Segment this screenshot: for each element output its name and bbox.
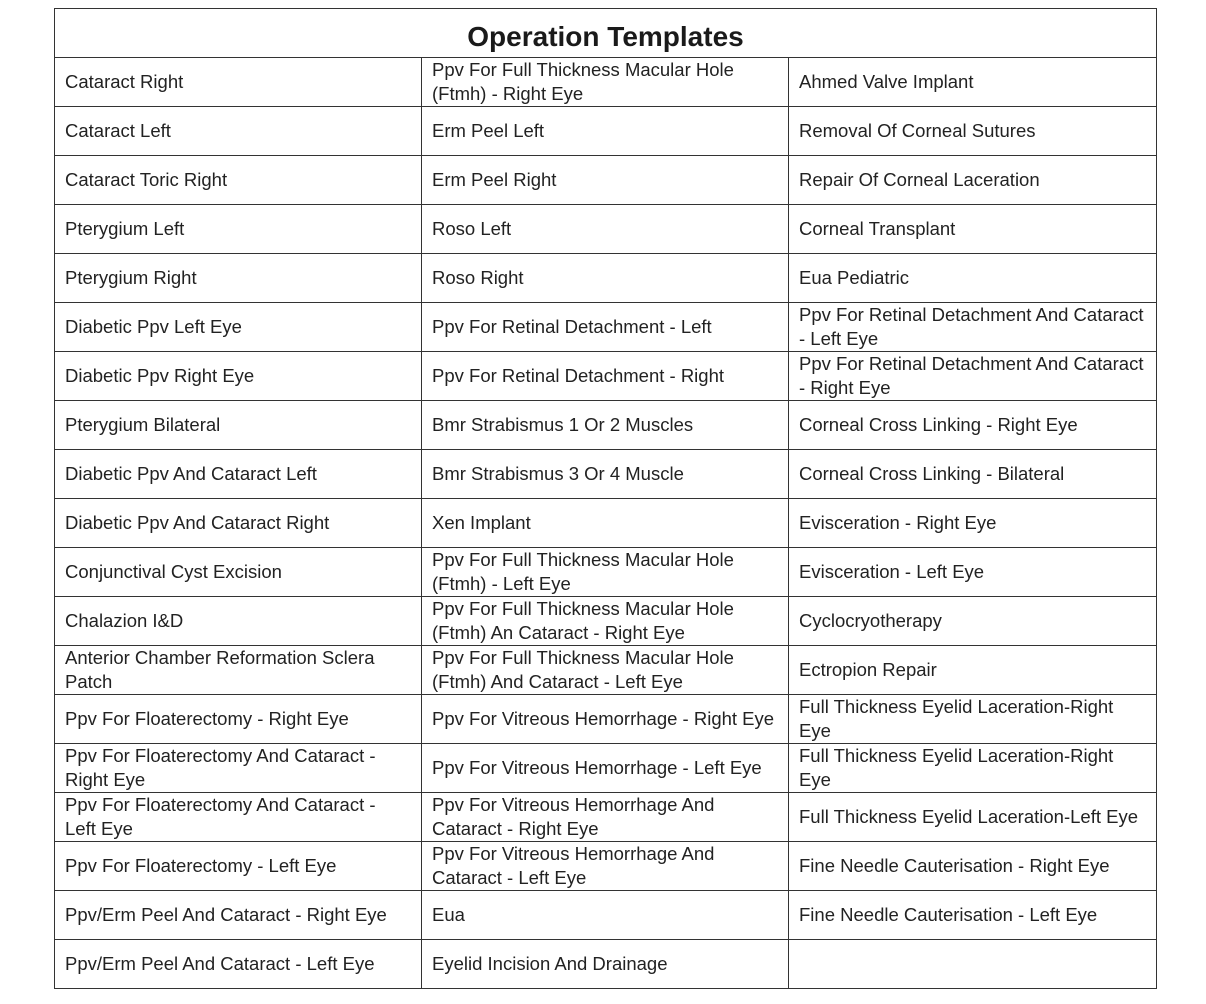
template-cell: Erm Peel Left [422, 107, 789, 156]
template-cell: Cataract Toric Right [55, 156, 422, 205]
template-cell: Diabetic Ppv Right Eye [55, 352, 422, 401]
table-row [55, 303, 1157, 352]
template-cell: Repair Of Corneal Laceration [789, 156, 1157, 205]
template-cell: Ppv For Full Thickness Macular Hole (Ftmh) And Cataract - Left Eye [422, 646, 789, 695]
template-cell: Ppv For Vitreous Hemorrhage And Cataract - Left Eye [422, 842, 789, 891]
template-cell: Ppv For Full Thickness Macular Hole (Ftmh) - Right Eye [422, 58, 789, 107]
table-row [55, 107, 1157, 156]
table-row [55, 401, 1157, 450]
table-row [55, 842, 1157, 891]
template-cell: Ppv For Floaterectomy - Right Eye [55, 695, 422, 744]
template-cell: Cataract Right [55, 58, 422, 107]
table-row [55, 744, 1157, 793]
table-row [55, 499, 1157, 548]
template-cell: Roso Right [422, 254, 789, 303]
template-cell: Xen Implant [422, 499, 789, 548]
operation-templates-table [54, 8, 1157, 989]
template-cell: Conjunctival Cyst Excision [55, 548, 422, 597]
template-cell: Bmr Strabismus 1 Or 2 Muscles [422, 401, 789, 450]
template-cell: Ppv For Vitreous Hemorrhage And Cataract - Right Eye [422, 793, 789, 842]
template-cell: Ppv For Floaterectomy And Cataract - Left Eye [55, 793, 422, 842]
template-cell: Pterygium Left [55, 205, 422, 254]
template-cell: Fine Needle Cauterisation - Right Eye [789, 842, 1157, 891]
template-cell: Ppv For Floaterectomy - Left Eye [55, 842, 422, 891]
template-cell: Chalazion I&D [55, 597, 422, 646]
template-cell: Diabetic Ppv And Cataract Left [55, 450, 422, 499]
table-row [55, 695, 1157, 744]
template-cell: Full Thickness Eyelid Laceration-Left Eye [789, 793, 1157, 842]
template-cell: Fine Needle Cauterisation - Left Eye [789, 891, 1157, 940]
template-cell: Cataract Left [55, 107, 422, 156]
template-cell: Corneal Transplant [789, 205, 1157, 254]
template-cell: Full Thickness Eyelid Laceration-Right Eye [789, 744, 1157, 793]
template-rows [55, 58, 1157, 989]
template-cell: Ppv For Full Thickness Macular Hole (Ftmh) - Left Eye [422, 548, 789, 597]
template-cell: Ectropion Repair [789, 646, 1157, 695]
template-cell: Ppv For Retinal Detachment And Cataract - Right Eye [789, 352, 1157, 401]
template-cell: Cyclocryotherapy [789, 597, 1157, 646]
template-cell: Diabetic Ppv And Cataract Right [55, 499, 422, 548]
table-row [55, 254, 1157, 303]
template-cell: Corneal Cross Linking - Bilateral [789, 450, 1157, 499]
template-cell: Evisceration - Left Eye [789, 548, 1157, 597]
template-cell: Diabetic Ppv Left Eye [55, 303, 422, 352]
table-row [55, 58, 1157, 107]
template-cell: Erm Peel Right [422, 156, 789, 205]
template-cell: Eua Pediatric [789, 254, 1157, 303]
template-cell: Ahmed Valve Implant [789, 58, 1157, 107]
table-row [55, 940, 1157, 989]
template-cell: Ppv For Full Thickness Macular Hole (Ftmh) An Cataract - Right Eye [422, 597, 789, 646]
template-cell: Evisceration - Right Eye [789, 499, 1157, 548]
template-cell: Ppv/Erm Peel And Cataract - Left Eye [55, 940, 422, 989]
title-row [55, 9, 1157, 58]
table-row [55, 156, 1157, 205]
table-row [55, 646, 1157, 695]
template-cell: Pterygium Bilateral [55, 401, 422, 450]
template-cell: Anterior Chamber Reformation Sclera Patch [55, 646, 422, 695]
table-row [55, 352, 1157, 401]
template-cell: Eua [422, 891, 789, 940]
template-cell: Ppv For Vitreous Hemorrhage - Right Eye [422, 695, 789, 744]
template-cell: Ppv For Floaterectomy And Cataract - Right Eye [55, 744, 422, 793]
template-cell: Roso Left [422, 205, 789, 254]
template-cell [789, 940, 1157, 989]
table-row [55, 891, 1157, 940]
template-cell: Ppv For Retinal Detachment - Left [422, 303, 789, 352]
table-row [55, 450, 1157, 499]
table-row [55, 597, 1157, 646]
table-row [55, 548, 1157, 597]
template-cell: Ppv For Retinal Detachment And Cataract - Left Eye [789, 303, 1157, 352]
template-cell: Ppv For Retinal Detachment - Right [422, 352, 789, 401]
template-cell: Ppv For Vitreous Hemorrhage - Left Eye [422, 744, 789, 793]
template-cell: Bmr Strabismus 3 Or 4 Muscle [422, 450, 789, 499]
template-cell: Pterygium Right [55, 254, 422, 303]
table-row [55, 205, 1157, 254]
table-row [55, 793, 1157, 842]
template-cell: Corneal Cross Linking - Right Eye [789, 401, 1157, 450]
template-cell: Eyelid Incision And Drainage [422, 940, 789, 989]
template-cell: Ppv/Erm Peel And Cataract - Right Eye [55, 891, 422, 940]
table-title: Operation Templates [55, 9, 1157, 58]
template-cell: Removal Of Corneal Sutures [789, 107, 1157, 156]
template-cell: Full Thickness Eyelid Laceration-Right Eye [789, 695, 1157, 744]
